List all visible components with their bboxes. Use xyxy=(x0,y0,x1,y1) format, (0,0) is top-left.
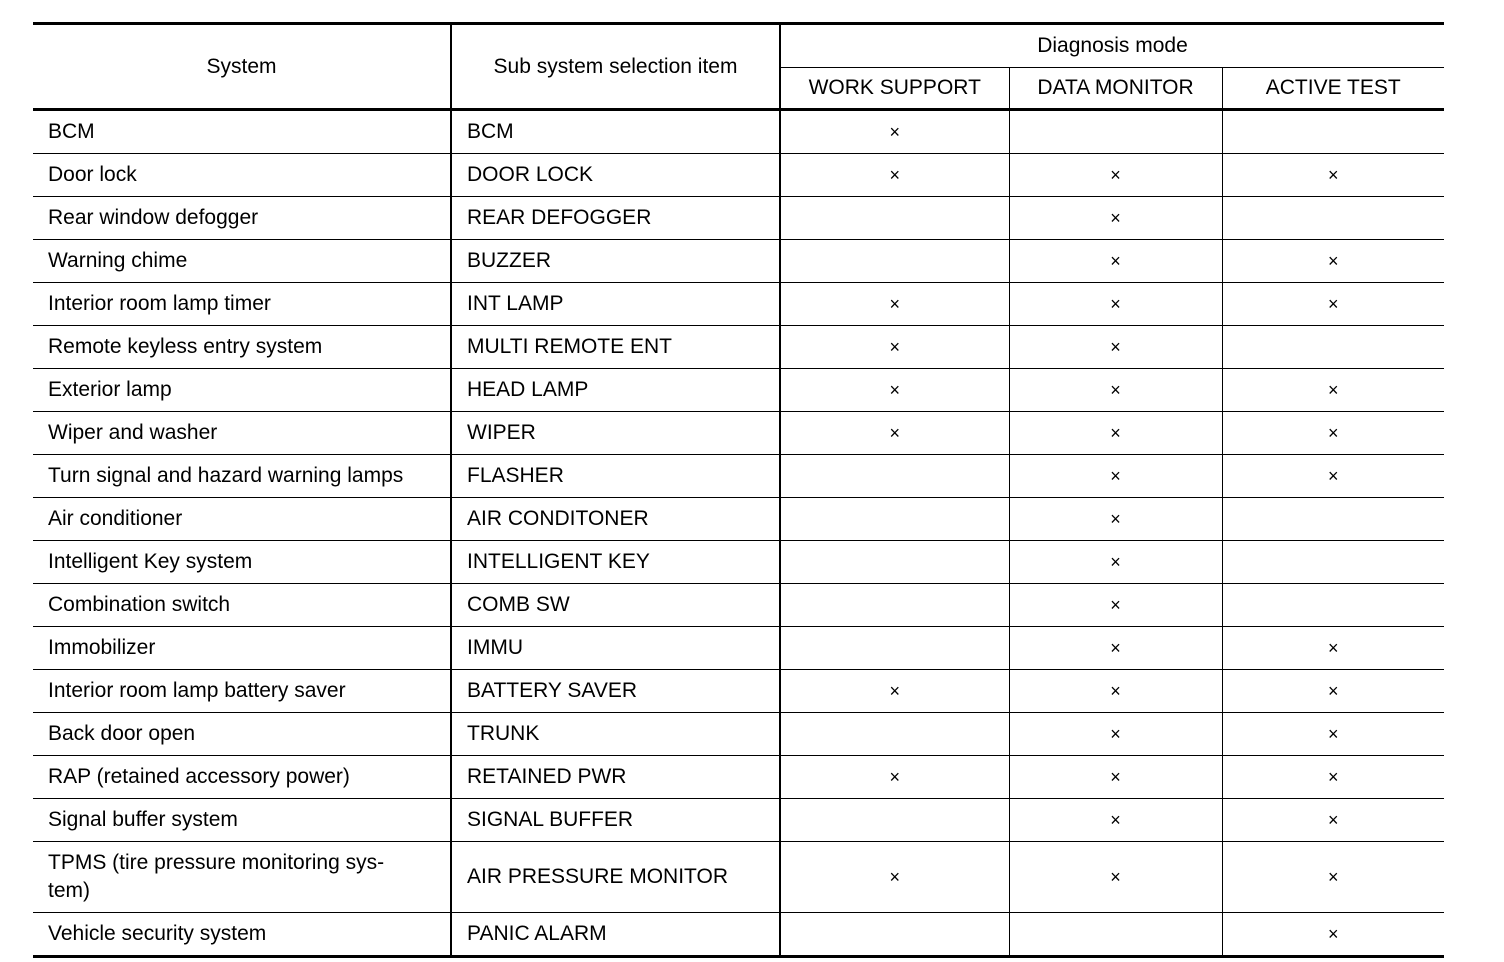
work-support-mark xyxy=(780,541,1009,584)
active-test-mark xyxy=(1222,197,1444,240)
data-monitor-mark: × xyxy=(1009,799,1222,842)
data-monitor-mark: × xyxy=(1009,627,1222,670)
work-support-mark xyxy=(780,913,1009,957)
table-row xyxy=(33,197,1444,240)
work-support-mark xyxy=(780,627,1009,670)
table-row xyxy=(33,627,1444,670)
work-support-mark xyxy=(780,197,1009,240)
system-cell: Turn signal and hazard warning lamps xyxy=(33,455,451,498)
system-cell: Combination switch xyxy=(33,584,451,627)
header-data-monitor: DATA MONITOR xyxy=(1009,68,1222,110)
table-row xyxy=(33,799,1444,842)
data-monitor-mark: × xyxy=(1009,283,1222,326)
sub-system-cell: BATTERY SAVER xyxy=(451,670,780,713)
work-support-mark: × xyxy=(780,326,1009,369)
table-row xyxy=(33,541,1444,584)
sub-system-cell: AIR PRESSURE MONITOR xyxy=(451,842,780,913)
data-monitor-mark: × xyxy=(1009,498,1222,541)
system-cell xyxy=(33,842,451,913)
active-test-mark: × xyxy=(1222,283,1444,326)
data-monitor-mark: × xyxy=(1009,670,1222,713)
active-test-mark: × xyxy=(1222,369,1444,412)
work-support-mark: × xyxy=(780,842,1009,913)
data-monitor-mark: × xyxy=(1009,541,1222,584)
work-support-mark xyxy=(780,713,1009,756)
work-support-mark: × xyxy=(780,412,1009,455)
active-test-mark: × xyxy=(1222,799,1444,842)
sub-system-cell: BCM xyxy=(451,110,780,154)
data-monitor-mark: × xyxy=(1009,756,1222,799)
table-row xyxy=(33,455,1444,498)
data-monitor-mark: × xyxy=(1009,154,1222,197)
table-row xyxy=(33,713,1444,756)
header-sub-system: Sub system selection item xyxy=(451,24,780,110)
sub-system-cell: MULTI REMOTE ENT xyxy=(451,326,780,369)
table-row xyxy=(33,913,1444,957)
sub-system-cell: FLASHER xyxy=(451,455,780,498)
system-cell: Rear window defogger xyxy=(33,197,451,240)
data-monitor-mark: × xyxy=(1009,842,1222,913)
active-test-mark xyxy=(1222,498,1444,541)
sub-system-cell: INT LAMP xyxy=(451,283,780,326)
table-body xyxy=(33,110,1444,957)
sub-system-cell: BUZZER xyxy=(451,240,780,283)
table-row xyxy=(33,369,1444,412)
table-header xyxy=(33,24,1444,110)
system-cell: Remote keyless entry system xyxy=(33,326,451,369)
active-test-mark: × xyxy=(1222,756,1444,799)
data-monitor-mark xyxy=(1009,913,1222,957)
active-test-mark: × xyxy=(1222,455,1444,498)
data-monitor-mark: × xyxy=(1009,326,1222,369)
sub-system-cell: SIGNAL BUFFER xyxy=(451,799,780,842)
header-work-support: WORK SUPPORT xyxy=(780,68,1009,110)
table-row xyxy=(33,154,1444,197)
work-support-mark: × xyxy=(780,283,1009,326)
sub-system-cell: AIR CONDITONER xyxy=(451,498,780,541)
sub-system-cell: DOOR LOCK xyxy=(451,154,780,197)
active-test-mark xyxy=(1222,541,1444,584)
work-support-mark xyxy=(780,584,1009,627)
header-diagnosis-mode: Diagnosis mode xyxy=(780,24,1444,68)
active-test-mark: × xyxy=(1222,240,1444,283)
table-row xyxy=(33,326,1444,369)
active-test-mark: × xyxy=(1222,670,1444,713)
table-row xyxy=(33,110,1444,154)
sub-system-cell: HEAD LAMP xyxy=(451,369,780,412)
work-support-mark: × xyxy=(780,369,1009,412)
header-active-test: ACTIVE TEST xyxy=(1222,68,1444,110)
sub-system-cell: WIPER xyxy=(451,412,780,455)
data-monitor-mark: × xyxy=(1009,240,1222,283)
active-test-mark: × xyxy=(1327,924,1339,944)
active-test-mark: × xyxy=(1222,627,1444,670)
data-monitor-mark: × xyxy=(1009,369,1222,412)
sub-system-cell: TRUNK xyxy=(451,713,780,756)
diagnosis-mode-table xyxy=(33,22,1444,958)
sub-system-cell: COMB SW xyxy=(451,584,780,627)
active-test-mark xyxy=(1222,110,1444,154)
work-support-mark: × xyxy=(780,670,1009,713)
active-test-mark xyxy=(1222,584,1444,627)
table-row xyxy=(33,756,1444,799)
sub-system-cell: INTELLIGENT KEY xyxy=(451,541,780,584)
header-system: System xyxy=(33,24,451,110)
table-row xyxy=(33,584,1444,627)
data-monitor-mark: × xyxy=(1009,584,1222,627)
table-row xyxy=(33,670,1444,713)
system-cell: Exterior lamp xyxy=(33,369,451,412)
system-cell: Wiper and washer xyxy=(33,412,451,455)
active-test-mark xyxy=(1222,326,1444,369)
table-row xyxy=(33,842,1444,913)
work-support-mark xyxy=(780,455,1009,498)
work-support-mark xyxy=(780,240,1009,283)
work-support-mark: × xyxy=(780,110,1009,154)
system-cell: Door lock xyxy=(33,154,451,197)
data-monitor-mark: × xyxy=(1009,455,1222,498)
system-cell: Vehicle security system xyxy=(33,913,451,957)
system-cell: Interior room lamp battery saver xyxy=(33,670,451,713)
system-cell: Signal buffer system xyxy=(33,799,451,842)
work-support-mark: × xyxy=(780,154,1009,197)
data-monitor-mark xyxy=(1009,110,1222,154)
system-cell: Back door open xyxy=(33,713,451,756)
work-support-mark xyxy=(780,498,1009,541)
work-support-mark: × xyxy=(780,756,1009,799)
active-test-mark: × xyxy=(1222,412,1444,455)
sub-system-cell: PANIC ALARM xyxy=(451,913,780,957)
system-cell: Intelligent Key system xyxy=(33,541,451,584)
system-cell: Interior room lamp timer xyxy=(33,283,451,326)
active-test-mark: × xyxy=(1222,842,1444,913)
active-test-mark: × xyxy=(1222,713,1444,756)
system-cell: BCM xyxy=(33,110,451,154)
active-test-mark: × xyxy=(1222,154,1444,197)
system-cell: RAP (retained accessory power) xyxy=(33,756,451,799)
system-cell: Immobilizer xyxy=(33,627,451,670)
system-cell-line-1: TPMS (tire pressure monitoring sys- xyxy=(48,851,385,874)
system-cell: Air conditioner xyxy=(33,498,451,541)
table-row xyxy=(33,498,1444,541)
sub-system-cell: IMMU xyxy=(451,627,780,670)
work-support-mark xyxy=(780,799,1009,842)
data-monitor-mark: × xyxy=(1009,197,1222,240)
table-row xyxy=(33,240,1444,283)
system-cell: Warning chime xyxy=(33,240,451,283)
table-row xyxy=(33,412,1444,455)
table-row xyxy=(33,283,1444,326)
data-monitor-mark: × xyxy=(1009,713,1222,756)
system-cell-line-2: tem) xyxy=(48,879,90,902)
data-monitor-mark: × xyxy=(1009,412,1222,455)
sub-system-cell: RETAINED PWR xyxy=(451,756,780,799)
sub-system-cell: REAR DEFOGGER xyxy=(451,197,780,240)
